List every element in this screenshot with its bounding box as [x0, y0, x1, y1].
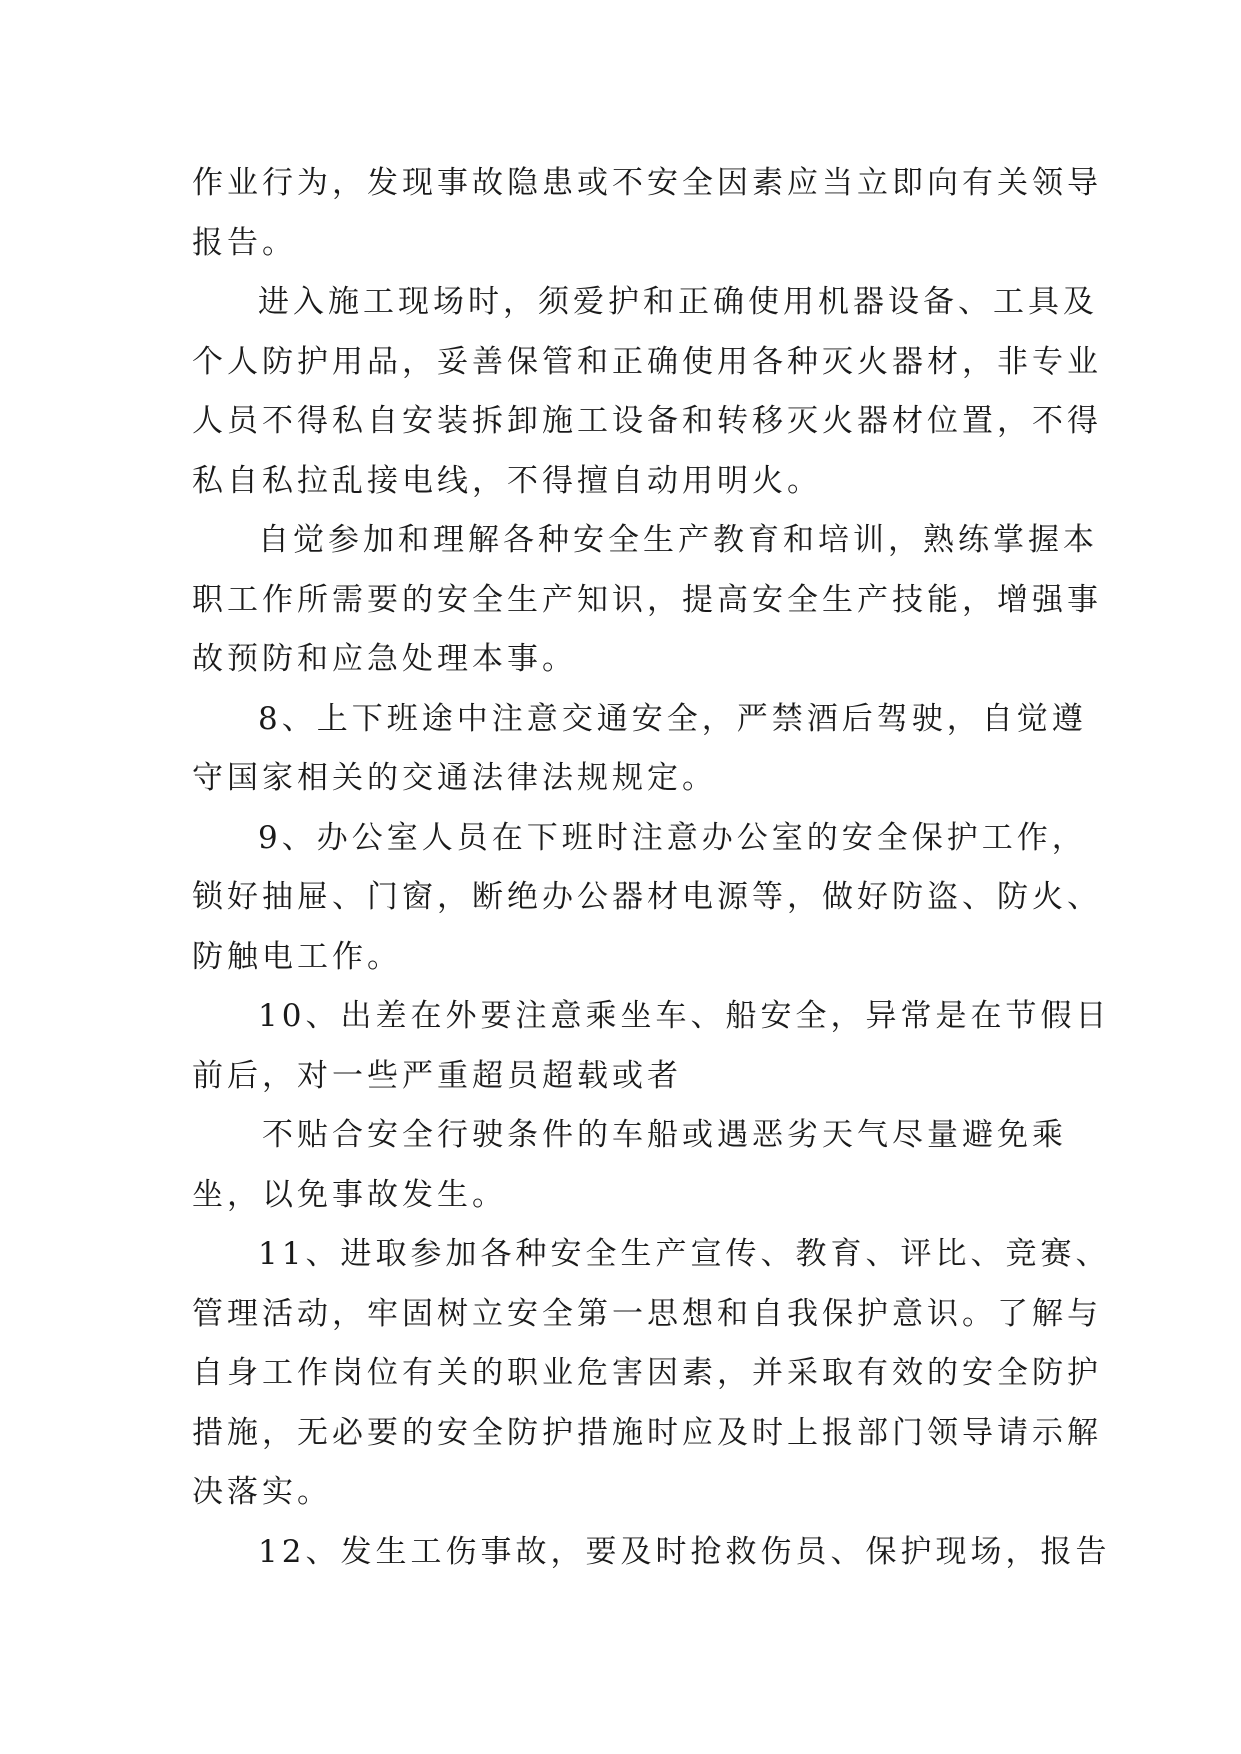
text-line: 私自私拉乱接电线，不得擅自动用明火。: [192, 462, 822, 499]
paragraph-start-line: 自觉参加和理解各种安全生产教育和培训，熟练掌握本: [258, 522, 1098, 558]
paragraph-start-line: 不贴合安全行驶条件的车船或遇恶劣天气尽量避免乘: [262, 1117, 1067, 1153]
text-line: 职工作所需要的安全生产知识，提高安全生产技能，增强事: [192, 581, 1102, 618]
text-line: 前后，对一些严重超员超载或者: [192, 1057, 682, 1094]
text-line: 管理活动，牢固树立安全第一思想和自我保护意识。了解与: [192, 1295, 1102, 1332]
text-line: 守国家相关的交通法律法规规定。: [192, 760, 717, 796]
text-line: 自身工作岗位有关的职业危害因素，并采取有效的安全防护: [192, 1355, 1102, 1391]
text-line: 个人防护用品，妥善保管和正确使用各种灭火器材，非专业: [192, 343, 1102, 380]
text-line: 故预防和应急处理本事。: [192, 641, 577, 677]
paragraph-start-line: 进入施工现场时，须爱护和正确使用机器设备、工具及: [258, 284, 1098, 320]
paragraph-start-line: 12、发生工伤事故，要及时抢救伤员、保护现场，报告: [258, 1533, 1111, 1570]
text-line: 作业行为，发现事故隐患或不安全因素应当立即向有关领导: [192, 165, 1102, 201]
paragraph-start-line: 8、上下班途中注意交通安全，严禁酒后驾驶，自觉遵: [258, 700, 1087, 737]
text-line: 坐，以免事故发生。: [192, 1176, 507, 1213]
text-line: 锁好抽屉、门窗，断绝办公器材电源等，做好防盗、防火、: [192, 879, 1102, 915]
paragraph-start-line: 10、出差在外要注意乘坐车、船安全，异常是在节假日: [258, 998, 1111, 1034]
paragraph-start-line: 9、办公室人员在下班时注意办公室的安全保护工作，: [258, 819, 1087, 856]
text-line: 人员不得私自安装拆卸施工设备和转移灭火器材位置，不得: [192, 403, 1102, 439]
document-body: [192, 154, 1111, 1582]
text-line: 决落实。: [192, 1474, 332, 1510]
text-line: 报告。: [192, 224, 297, 261]
paragraph-start-line: 11、进取参加各种安全生产宣传、教育、评比、竞赛、: [258, 1236, 1111, 1272]
text-line: 措施，无必要的安全防护措施时应及时上报部门领导请示解: [192, 1414, 1102, 1451]
text-line: 防触电工作。: [192, 938, 402, 975]
